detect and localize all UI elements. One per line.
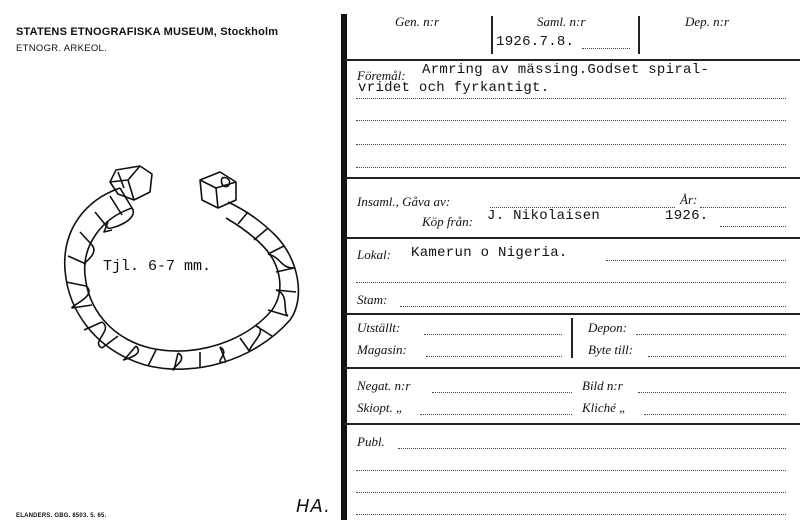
- stam-label: Stam:: [357, 292, 388, 307]
- negat-label: Negat. n:r: [357, 378, 411, 393]
- lokal-dotline-2: [356, 282, 786, 283]
- rule-6: [344, 423, 800, 425]
- bild-dotline: [638, 392, 786, 393]
- rule-5: [344, 367, 800, 369]
- publ-dotline-3: [356, 492, 786, 493]
- insaml-label: Insaml., Gåva av:: [357, 194, 451, 209]
- thickness-note: Tjl. 6-7 mm.: [103, 258, 212, 275]
- header-separator-2: [638, 16, 640, 54]
- kop-value: J. Nikolaisen: [487, 208, 601, 224]
- bild-label: Bild n:r: [582, 378, 623, 393]
- handwritten-initials: HA.: [296, 496, 331, 517]
- depon-dotline: [636, 334, 786, 335]
- museum-title: STATENS ETNOGRAFISKA MUSEUM, Stockholm: [16, 26, 279, 38]
- printer-footer: ELANDERS. GBG. 8503. 5. 65.: [16, 513, 107, 519]
- utstallt-dotline: [424, 334, 562, 335]
- department-label: ETNOGR. ARKEOL.: [16, 43, 108, 54]
- publ-dotline-4: [356, 514, 786, 515]
- negat-dotline: [432, 392, 572, 393]
- rule-3: [344, 237, 800, 239]
- saml-value: 1926.7.8.: [496, 34, 575, 50]
- card-divider: [341, 14, 347, 520]
- publ-dotline-1: [398, 448, 786, 449]
- rule-1: [344, 59, 800, 61]
- kop-label: Köp från:: [422, 214, 473, 229]
- publ-label: Publ.: [357, 434, 385, 449]
- header-separator-1: [491, 16, 493, 54]
- ar-label: År:: [680, 192, 698, 207]
- utstallt-label: Utställt:: [357, 320, 401, 335]
- foremal-dotline-1: [356, 98, 786, 99]
- foremal-dotline-4: [356, 167, 786, 168]
- dep-label: Dep. n:r: [685, 14, 730, 29]
- lokal-value: Kamerun o Nigeria.: [411, 245, 568, 261]
- rule-2: [344, 177, 800, 179]
- lokal-label: Lokal:: [357, 247, 391, 262]
- ar-dotline: [700, 207, 786, 208]
- foremal-dotline-3: [356, 144, 786, 145]
- utstallt-separator: [571, 318, 573, 358]
- foremal-dotline-2: [356, 120, 786, 121]
- magasin-dotline: [426, 356, 562, 357]
- foremal-line-1: Armring av mässing.Godset spiral-: [422, 62, 710, 78]
- skiopt-label: Skiopt. „: [357, 400, 404, 415]
- saml-label: Saml. n:r: [537, 14, 586, 29]
- saml-dotline: [582, 48, 630, 49]
- foremal-line-2: vridet och fyrkantigt.: [358, 80, 550, 96]
- kliche-dotline: [644, 414, 786, 415]
- lokal-dotline-1: [606, 260, 786, 261]
- publ-dotline-2: [356, 470, 786, 471]
- rule-4: [344, 313, 800, 315]
- kliche-label: Kliché „: [582, 400, 627, 415]
- byte-label: Byte till:: [588, 342, 634, 357]
- year-value: 1926.: [665, 208, 709, 224]
- skiopt-dotline: [420, 414, 572, 415]
- foremal-label: Föremål:: [357, 68, 406, 83]
- byte-dotline: [648, 356, 786, 357]
- depon-label: Depon:: [588, 320, 627, 335]
- stam-dotline: [400, 306, 786, 307]
- kop-dotline: [720, 226, 786, 227]
- magasin-label: Magasin:: [357, 342, 407, 357]
- gen-label: Gen. n:r: [395, 14, 440, 29]
